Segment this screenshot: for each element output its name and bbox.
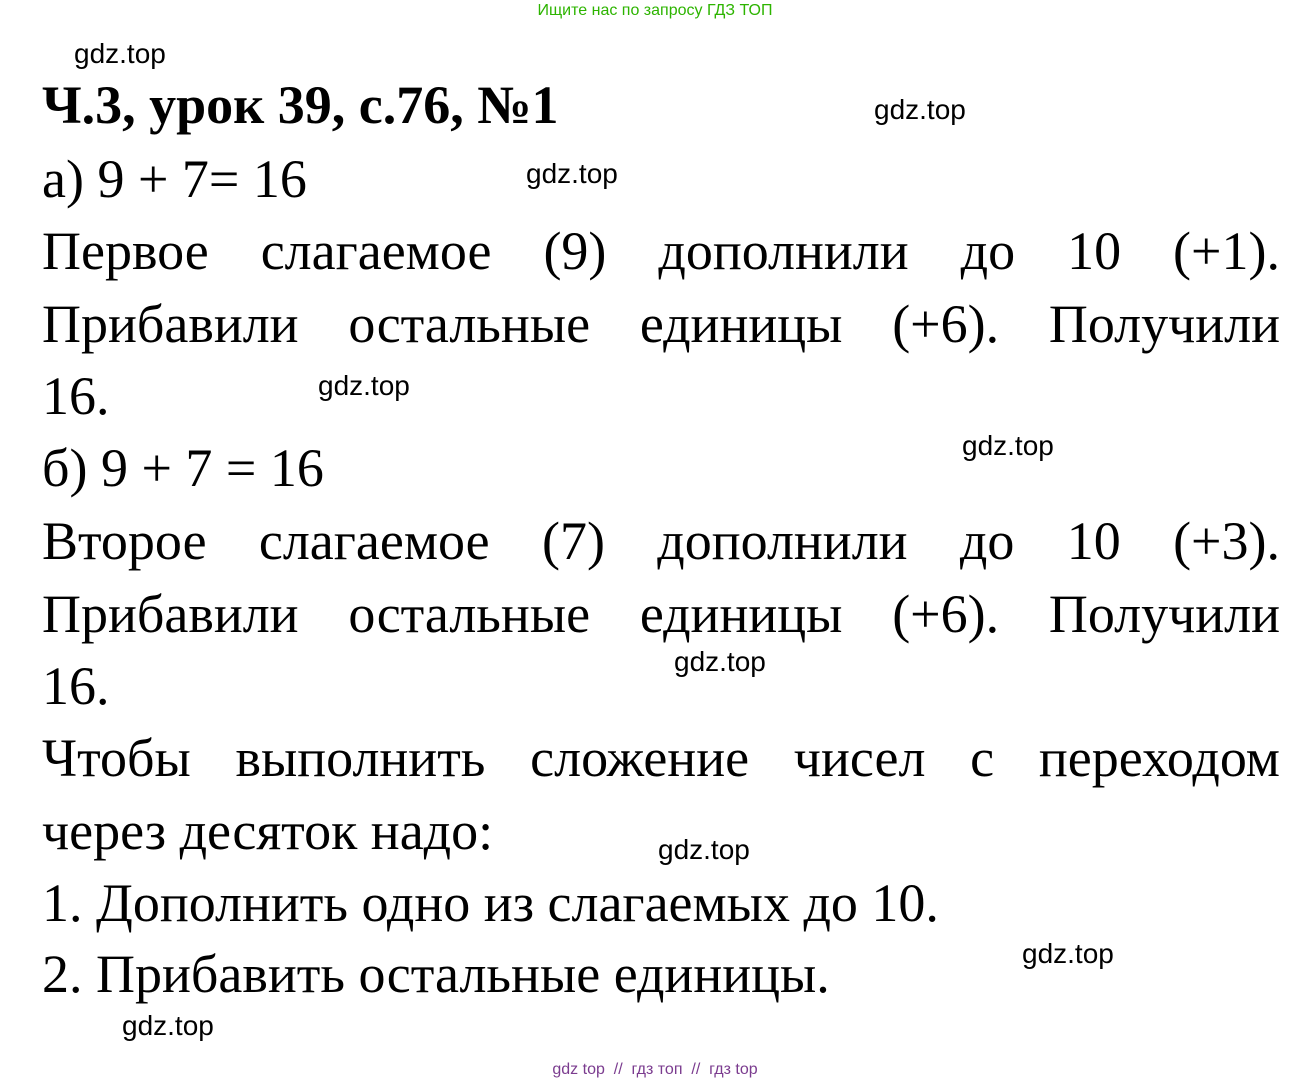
word: слагаемое [260,221,492,281]
watermark: gdz.top [674,646,766,677]
word: (+6). [892,294,1000,354]
word: дополнили [657,511,908,571]
watermark: gdz.top [74,38,166,69]
equation-b: б) 9 + 7 = 16 [42,438,324,498]
rule-line-2: через десяток надо: [42,801,494,861]
part-a-line-3: 16. [42,366,110,426]
word: переходом [1038,728,1280,788]
word: выполнить [235,728,486,788]
page-title: Ч.3, урок 39, с.76, №1 [42,75,559,135]
word: (7) [541,511,605,571]
part-b-line-3: 16. [42,656,110,716]
top-banner[interactable]: Ищите нас по запросу ГДЗ ТОП [537,2,773,19]
word: Первое [42,221,209,281]
watermark: gdz.top [122,1010,214,1041]
word: остальные [348,294,591,354]
word: сложение [530,728,750,788]
word: 10 [1067,221,1122,281]
rule-step-1: 1. Дополнить одно из слагаемых до 10. [42,873,939,933]
watermark: gdz.top [318,370,410,401]
rule-line-1 [42,728,1280,788]
word: до [960,221,1016,281]
word: единицы [639,584,843,644]
word: 10 [1066,511,1121,571]
word: (+1). [1173,221,1280,281]
word: Получили [1048,584,1280,644]
word: (9) [543,221,607,281]
word: единицы [639,294,843,354]
word: дополнили [658,221,909,281]
word: Прибавили [42,584,299,644]
word: остальные [348,584,591,644]
part-a-line-2 [42,294,1280,354]
word: с [970,728,995,788]
footer-links[interactable]: gdz top // гдз топ // гдз top [552,1061,758,1078]
part-b-line-1 [42,511,1280,571]
word: Второе [42,511,207,571]
rule-step-2: 2. Прибавить остальные единицы. [42,944,830,1004]
part-b-line-2 [42,584,1280,644]
word: Получили [1048,294,1280,354]
word: чисел [793,728,926,788]
word: Чтобы [42,728,191,788]
watermark: gdz.top [658,834,750,865]
part-a-line-1 [42,221,1280,281]
word: до [959,511,1015,571]
word: (+6). [892,584,1000,644]
equation-a: а) 9 + 7= 16 [42,149,307,209]
watermark: gdz.top [874,94,966,125]
word: слагаемое [258,511,490,571]
word: Прибавили [42,294,299,354]
watermark: gdz.top [962,430,1054,461]
watermark: gdz.top [526,158,618,189]
watermark: gdz.top [1022,938,1114,969]
word: (+3). [1173,511,1280,571]
